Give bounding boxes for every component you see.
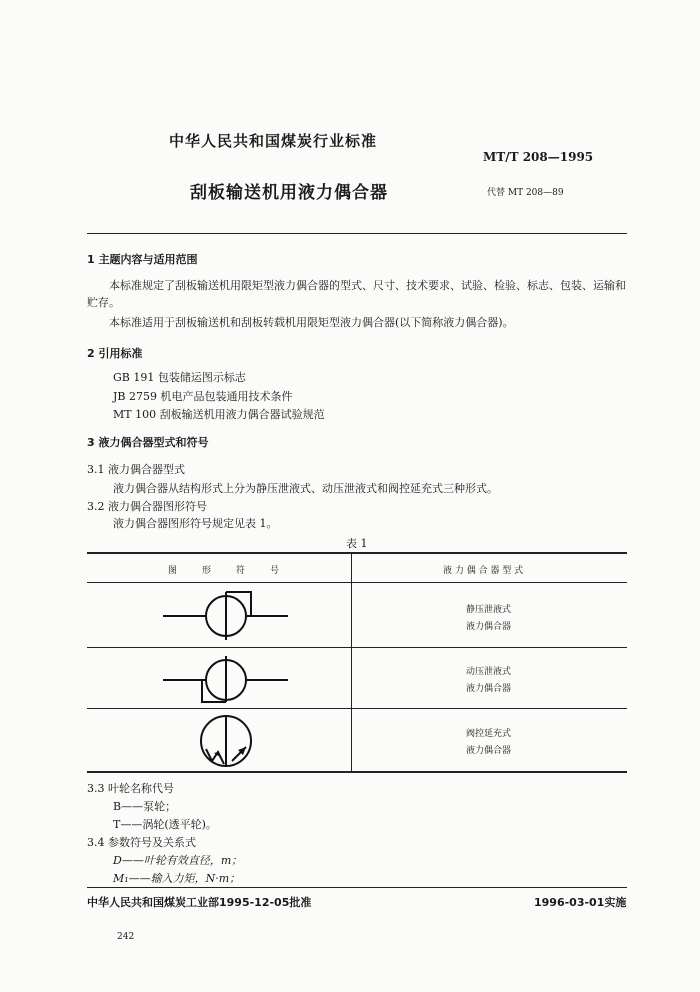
valve-delayed-fill-symbol-icon [190,711,262,771]
table-header-symbol: 图 形 符 号 [168,566,288,576]
impeller-code-item: B——泵轮； [113,800,177,813]
impeller-code-item: T——涡轮(透平轮)。 [113,818,217,831]
header-rule [87,233,627,234]
row-1-type-line-1: 静压泄液式 [466,605,512,615]
org-title: 中华人民共和国煤炭行业标准 [169,132,378,150]
row-3-type-line-2: 液力偶合器 [466,746,512,756]
reference-item: JB 2759 机电产品包装通用技术条件 [113,390,293,403]
reference-item: GB 191 包装储运图示标志 [113,371,246,384]
clause-3-1-heading: 3.1 液力偶合器型式 [87,463,185,476]
parameter-item: D——叶轮有效直径，m； [113,854,243,867]
row-2-type-line-2: 液力偶合器 [466,684,512,694]
section-1-paragraph-1: 本标准规定了刮板输送机用限矩型液力偶合器的型式、尺寸、技术要求、试验、检验、标志、包装、运输和贮存。 [87,279,626,309]
document-title: 刮板输送机用液力偶合器 [190,183,388,203]
approval-note: 中华人民共和国煤炭工业部1995-12-05批准 [87,896,312,909]
standard-number: MT/T 208—1995 [483,150,594,164]
table-bottom-rule [87,771,627,773]
section-1-paragraph-2: 本标准适用于刮板输送机和刮板转载机用限矩型液力偶合器(以下简称液力偶合器)。 [109,316,514,329]
clause-3-1-text: 液力偶合器从结构形式上分为静压泄液式、动压泄液式和阀控延充式三种形式。 [113,482,498,495]
footer-rule [87,887,627,888]
table-top-rule [87,552,627,554]
table-caption: 表 1 [346,537,368,550]
table-header-rule [87,582,627,583]
reference-item: MT 100 刮板输送机用液力偶合器试验规范 [113,408,325,421]
clause-3-2-text: 液力偶合器图形符号规定见表 1。 [113,517,278,530]
parameter-item: M₁——输入力矩，N·m； [113,872,241,885]
table-column-divider [351,553,352,772]
static-drain-symbol-icon [160,587,292,645]
clause-3-4-heading: 3.4 参数符号及关系式 [87,836,196,849]
table-row-rule [87,647,627,648]
section-3-heading: 3 液力偶合器型式和符号 [87,436,209,449]
table-header-type: 液 力 偶 合 器 型 式 [443,566,524,576]
effective-date: 1996-03-01实施 [534,896,627,909]
section-2-heading: 2 引用标准 [87,347,143,360]
row-1-type-line-2: 液力偶合器 [466,622,512,632]
clause-3-3-heading: 3.3 叶轮名称代号 [87,782,174,795]
dynamic-drain-symbol-icon [160,650,292,706]
clause-3-2-heading: 3.2 液力偶合器图形符号 [87,500,207,513]
replaces-note: 代替 MT 208—89 [487,188,564,198]
section-1-heading: 1 主题内容与适用范围 [87,253,198,266]
table-row-rule [87,708,627,709]
row-2-type-line-1: 动压泄液式 [466,667,512,677]
row-3-type-line-1: 阀控延充式 [466,729,512,739]
page-number: 242 [117,932,135,942]
